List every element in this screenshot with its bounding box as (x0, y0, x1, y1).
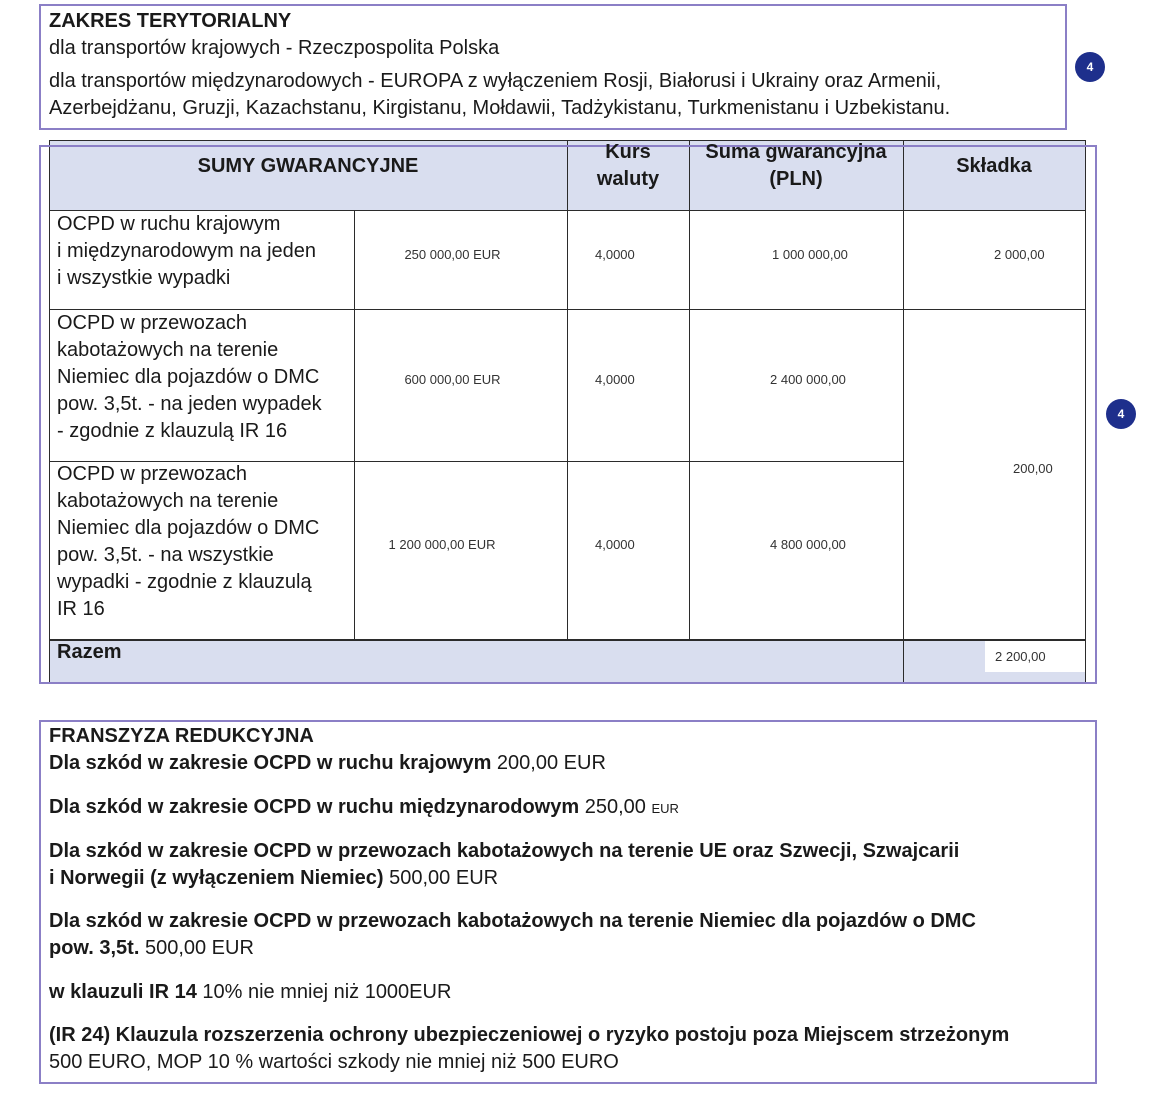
territorial-international-line2: Azerbejdżanu, Gruzji, Kazachstanu, Kirgistanu, Mołdawii, Tadżykistanu, Turkmenistanu i Uzbekistanu. (49, 97, 951, 119)
table-cell-pln: 4 800 000,00 (770, 537, 846, 552)
deductible-item-domestic: Dla szkód w zakresie OCPD w ruchu krajowym 200,00 EUR (49, 752, 606, 774)
deductible-item-cabotage-eu: Dla szkód w zakresie OCPD w przewozach kabotażowych na terenie UE oraz Szwecji, Szwajcarii i Norwegii (z wyłączeniem Niemiec) 500,00 EUR (49, 840, 960, 889)
deductible-item-ir14: w klauzuli IR 14 10% nie mniej niż 1000EUR (49, 981, 452, 1003)
deductible-item-cabotage-germany: Dla szkód w zakresie OCPD w przewozach kabotażowych na terenie Niemiec dla pojazdów o DMC pow. 3,5t. 500,00 EUR (49, 910, 976, 959)
table-cell-premium-merged: 200,00 (1013, 461, 1053, 476)
header-sums: SUMY GWARANCYJNE (197, 155, 419, 177)
comment-badge[interactable]: 4 (1075, 52, 1105, 82)
table-cell-amount: 600 000,00 EUR (404, 372, 501, 387)
deductible-unit: EUR (651, 801, 679, 816)
table-cell-rate: 4,0000 (595, 372, 635, 387)
comment-badge[interactable]: 4 (1106, 399, 1136, 429)
table-row-description: OCPD w ruchu krajowym i międzynarodowym na jeden i wszystkie wypadki (57, 213, 317, 289)
table-cell-rate: 4,0000 (595, 537, 635, 552)
table-cell-rate: 4,0000 (595, 247, 635, 262)
header-pln-line1: Suma gwarancyjna (705, 141, 887, 163)
table-cell-amount: 1 200 000,00 EUR (388, 537, 496, 552)
table-row-description: OCPD w przewozach kabotażowych na terenie Niemiec dla pojazdów o DMC pow. 3,5t. - na jeden wypadek - zgodnie z klauzulą IR 16 (57, 312, 322, 442)
deductible-item-ir24: (IR 24) Klauzula rozszerzenia ochrony ubezpieczeniowej o ryzyko postoju poza Miejscem strzeżonym 500 EURO, MOP 10 % wartości szkody nie mniej niż 500 EURO (49, 1024, 1010, 1073)
table-total-label: Razem (57, 641, 122, 663)
table-cell-pln: 2 400 000,00 (770, 372, 846, 387)
header-premium: Składka (956, 155, 1032, 177)
table-row-description: OCPD w przewozach kabotażowych na terenie Niemiec dla pojazdów o DMC pow. 3,5t. - na wszystkie wypadki - zgodnie z klauzulą IR 16 (57, 463, 320, 620)
territorial-domestic: dla transportów krajowych - Rzeczpospolita Polska (49, 37, 500, 59)
table-cell-premium: 2 000,00 (994, 247, 1045, 262)
header-pln-line2: (PLN) (769, 168, 823, 190)
table-total-value: 2 200,00 (995, 649, 1046, 664)
deductible-item-international: Dla szkód w zakresie OCPD w ruchu międzynarodowym 250,00 EUR (49, 796, 679, 818)
table-cell-pln: 1 000 000,00 (772, 247, 848, 262)
header-rate-line2: waluty (596, 168, 660, 190)
territorial-scope-title: ZAKRES TERYTORIALNY (49, 10, 292, 32)
table-cell-amount: 250 000,00 EUR (404, 247, 501, 262)
territorial-international-line1: dla transportów międzynarodowych - EUROPA z wyłączeniem Rosji, Białorusi i Ukrainy oraz Armenii, (49, 70, 942, 92)
header-rate-line1: Kurs (605, 141, 651, 163)
deductible-title: FRANSZYZA REDUKCYJNA (49, 725, 314, 747)
